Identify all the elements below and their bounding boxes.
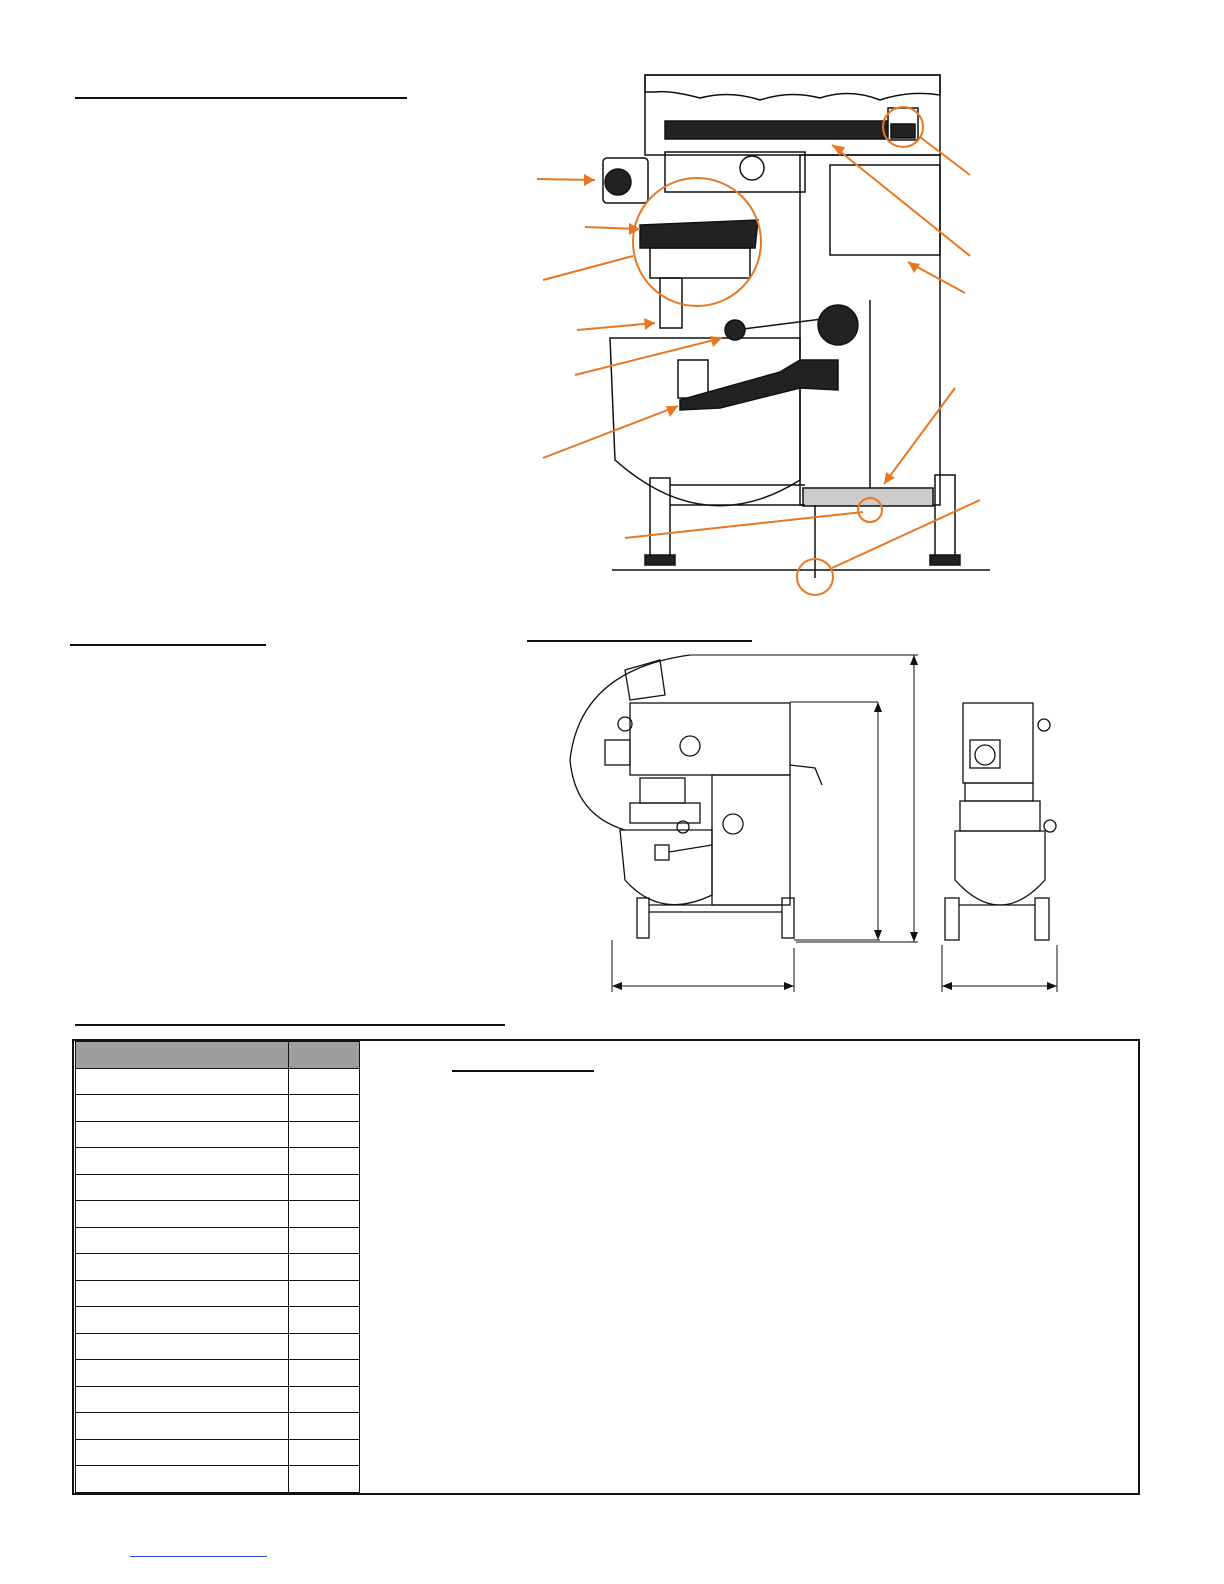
table-header-cell <box>289 1042 360 1069</box>
section-rule-middle-right <box>527 640 752 642</box>
table-cell <box>76 1148 289 1175</box>
table-cell <box>289 1333 360 1360</box>
table-cell <box>76 1095 289 1122</box>
table-row <box>76 1333 360 1360</box>
table-cell <box>76 1439 289 1466</box>
table-row <box>76 1280 360 1307</box>
table-cell <box>289 1466 360 1493</box>
table-row <box>76 1174 360 1201</box>
table-cell <box>76 1227 289 1254</box>
table-cell <box>289 1174 360 1201</box>
table-cell <box>289 1386 360 1413</box>
table-cell <box>289 1121 360 1148</box>
table-row <box>76 1148 360 1175</box>
table-cell <box>289 1439 360 1466</box>
table-row <box>76 1068 360 1095</box>
table-cell <box>76 1466 289 1493</box>
section-rule-bottom <box>75 1024 505 1026</box>
table-cell <box>289 1068 360 1095</box>
table-cell <box>289 1201 360 1228</box>
table-cell <box>289 1307 360 1334</box>
table-row <box>76 1439 360 1466</box>
table-cell <box>76 1121 289 1148</box>
specifications-table <box>75 1041 360 1493</box>
table-cell <box>76 1201 289 1228</box>
footer-link[interactable] <box>130 1556 267 1557</box>
table-cell <box>76 1280 289 1307</box>
table-cell <box>289 1254 360 1281</box>
table-row <box>76 1386 360 1413</box>
table-cell <box>289 1227 360 1254</box>
section-rule-top <box>75 97 407 99</box>
table-row <box>76 1095 360 1122</box>
table-cell <box>289 1280 360 1307</box>
table-cell <box>76 1413 289 1440</box>
section-rule-middle-left <box>70 644 266 646</box>
table-row <box>76 1413 360 1440</box>
table-row <box>76 1360 360 1387</box>
table-header-row <box>76 1042 360 1069</box>
table-row <box>76 1254 360 1281</box>
table-row <box>76 1227 360 1254</box>
table-cell <box>289 1360 360 1387</box>
table-cell <box>289 1413 360 1440</box>
notes-title-rule <box>452 1070 594 1072</box>
table-cell <box>289 1148 360 1175</box>
mixer-cutaway-diagram <box>520 60 1000 600</box>
table-row <box>76 1466 360 1493</box>
table-cell <box>76 1068 289 1095</box>
table-cell <box>76 1174 289 1201</box>
table-cell <box>76 1254 289 1281</box>
mixer-elevation-views <box>560 650 1120 1010</box>
table-cell <box>76 1386 289 1413</box>
table-row <box>76 1201 360 1228</box>
table-cell <box>289 1095 360 1122</box>
table-cell <box>76 1307 289 1334</box>
table-row <box>76 1307 360 1334</box>
table-cell <box>76 1360 289 1387</box>
table-header-cell <box>76 1042 289 1069</box>
table-cell <box>76 1333 289 1360</box>
table-row <box>76 1121 360 1148</box>
